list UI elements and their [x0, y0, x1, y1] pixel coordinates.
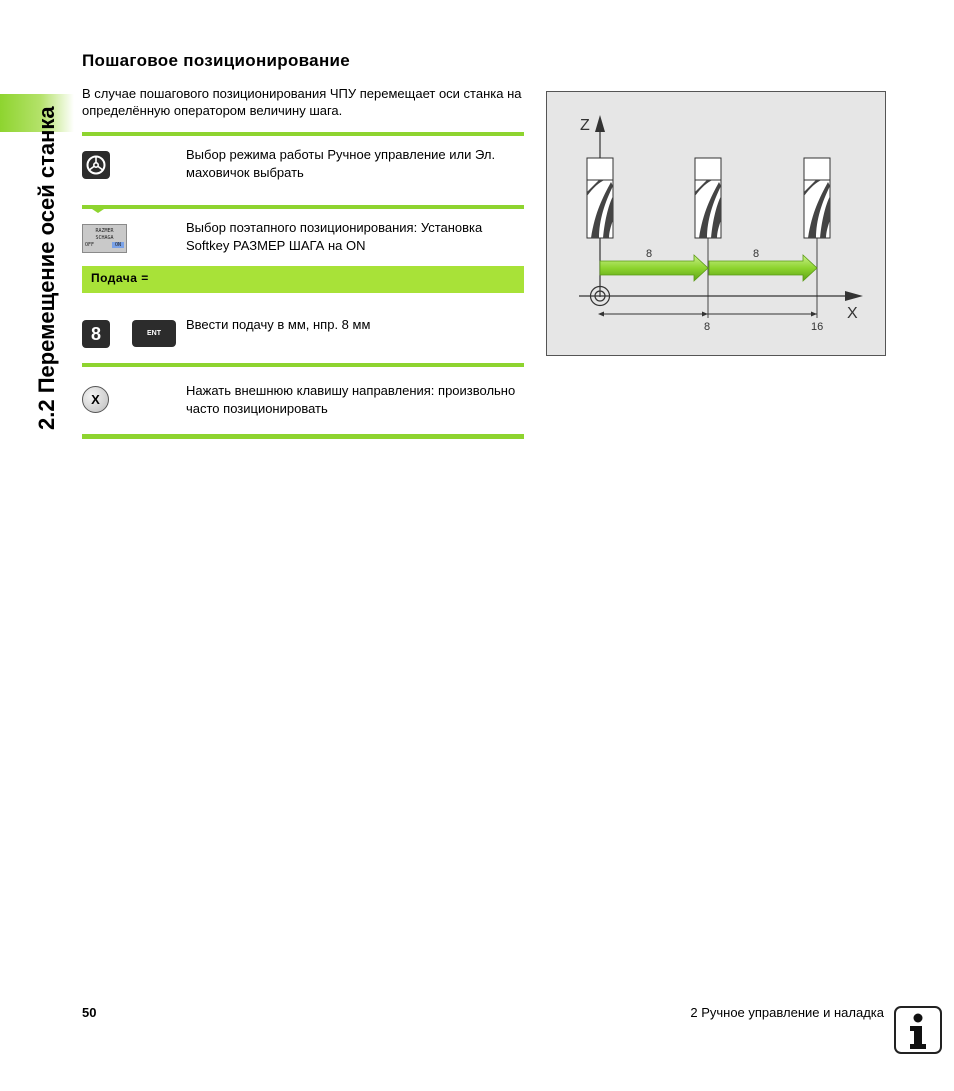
dimension-arrow-end	[811, 312, 817, 317]
tick-label-8: 8	[704, 321, 711, 333]
handwheel-icon	[85, 154, 107, 176]
section-intro: В случае пошагового позиционирования ЧПУ перемещает оси станка на определённую оператором величину шага.	[82, 86, 522, 118]
softkey-off: OFF	[85, 242, 95, 248]
step-arrow-2	[709, 255, 817, 281]
z-axis-label: Z	[580, 117, 590, 134]
softkey-step-size[interactable]	[82, 224, 127, 253]
dimension-arrow-mid	[702, 312, 708, 317]
info-icon	[894, 1006, 942, 1054]
softkey-line-1: RAZMER	[95, 228, 114, 234]
section-title: Пошаговое позиционирование	[82, 51, 351, 70]
step-2-label: 8	[753, 248, 760, 260]
step-positioning-diagram	[546, 91, 886, 356]
diagram-svg	[547, 92, 885, 355]
page-number: 50	[82, 1005, 97, 1020]
softkey-on: ON	[112, 242, 124, 248]
tick-label-16: 16	[811, 321, 824, 333]
x-axis-label: X	[847, 305, 858, 322]
step-1-text: Выбор режима работы Ручное управление или Эл. маховичок выбрать	[186, 147, 496, 180]
z-axis-arrowhead	[595, 115, 605, 132]
handwheel-key[interactable]	[82, 151, 110, 179]
chapter-side-title: 2.2 Перемещение осей станка	[34, 106, 59, 430]
dimension-arrow-start	[598, 312, 604, 317]
feed-prompt-bar	[82, 266, 524, 293]
step-4-text: Нажать внешнюю клавишу направления: произвольно часто позиционировать	[186, 383, 516, 416]
end-mill-icon	[587, 158, 613, 238]
step-1-label: 8	[646, 248, 653, 260]
end-mill-icon	[804, 158, 830, 238]
feed-label: Подача =	[91, 271, 149, 285]
end-mill-icon	[695, 158, 721, 238]
x-axis-key[interactable]: X	[82, 386, 109, 413]
step-3-text: Ввести подачу в мм, нпр. 8 мм	[186, 317, 371, 332]
section-end-divider	[82, 434, 524, 439]
step-divider	[82, 132, 524, 136]
step-arrow-1	[600, 255, 708, 281]
ent-key[interactable]: ENT	[132, 320, 176, 347]
x-axis-arrowhead	[845, 291, 863, 301]
step-divider	[82, 205, 524, 209]
step-2-text: Выбор поэтапного позиционирования: Установка Softkey РАЗМЕР ШАГА на ON	[186, 220, 483, 253]
digit-8-key[interactable]: 8	[82, 320, 110, 348]
softkey-line-2: SCHAGA	[95, 235, 114, 241]
step-divider	[82, 363, 524, 367]
footer-chapter: 2 Ручное управление и наладка	[690, 1005, 884, 1020]
